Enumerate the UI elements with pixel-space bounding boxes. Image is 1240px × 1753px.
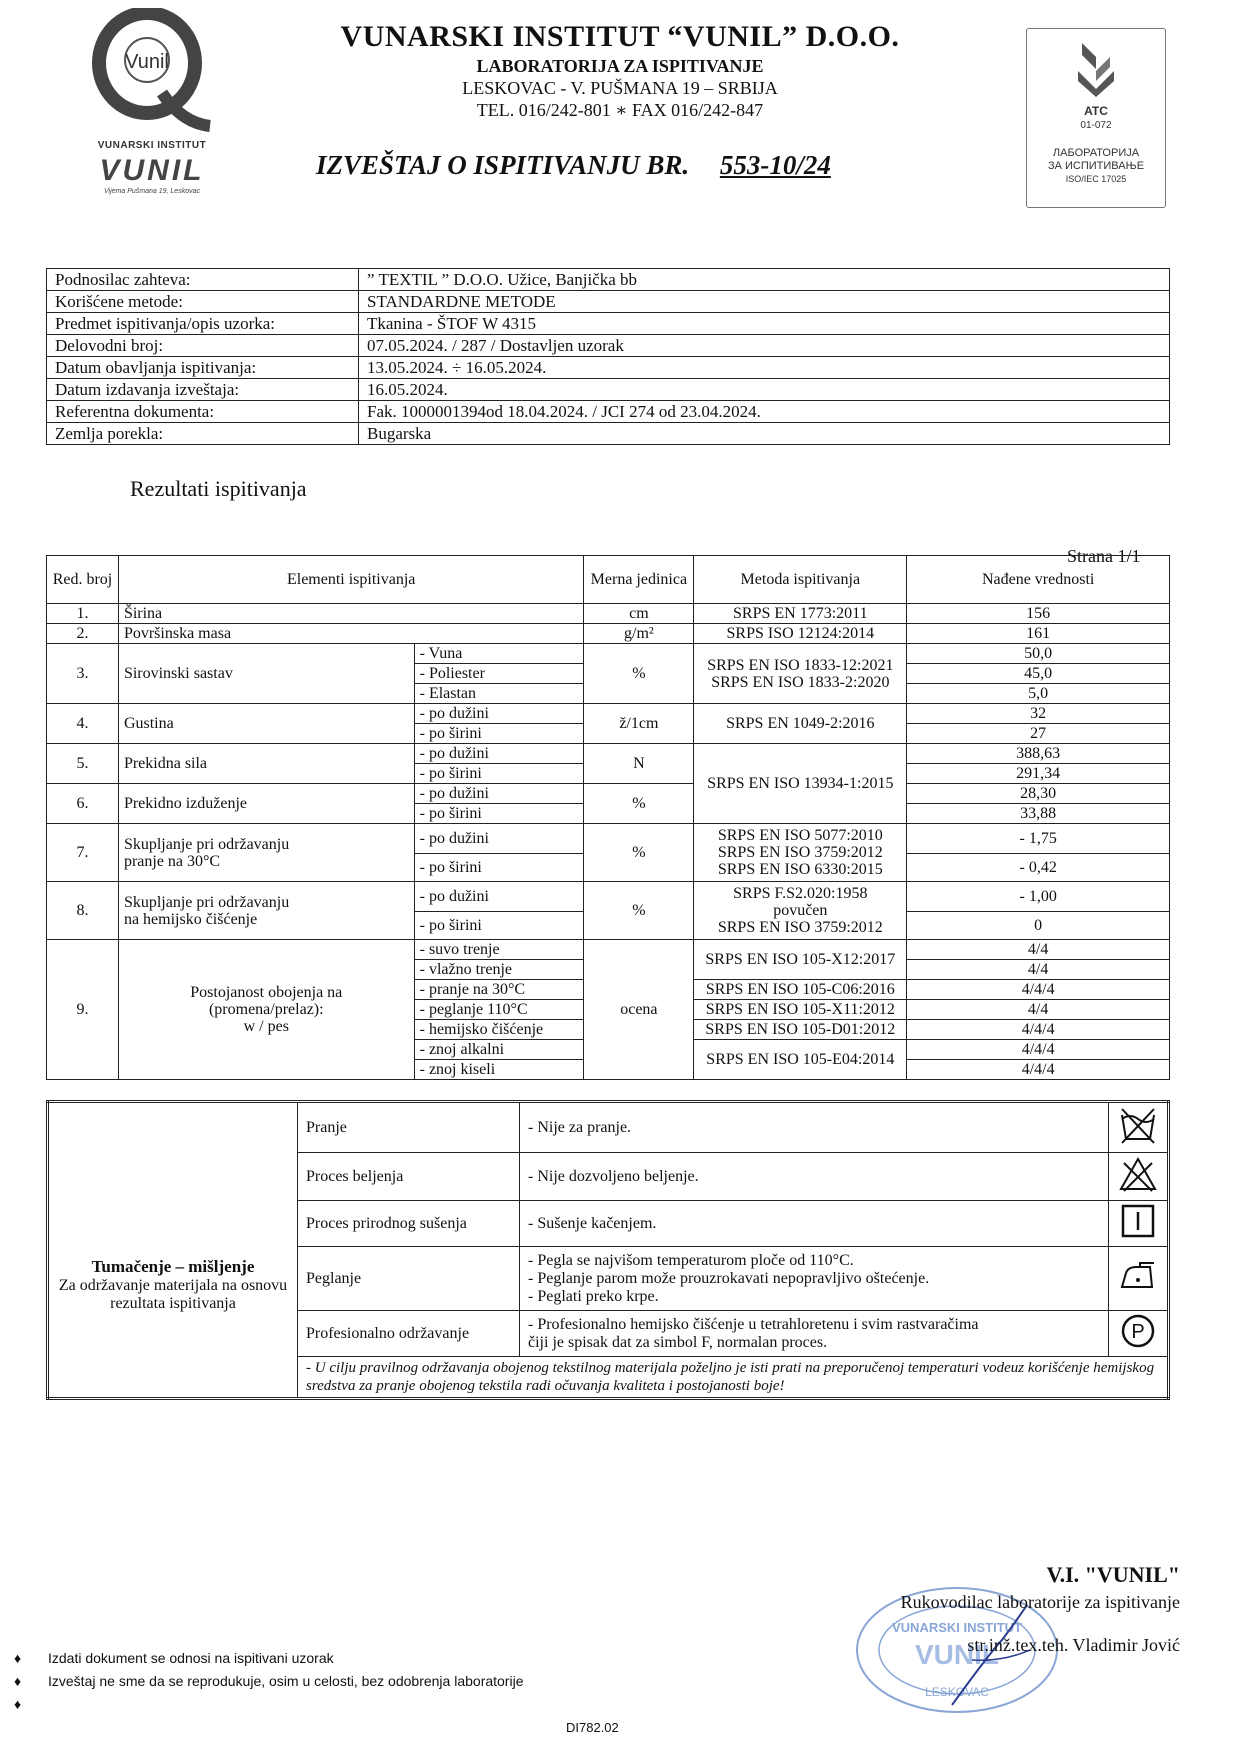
accreditation-lab [1027,147,1165,173]
row-sub: - po dužini [414,744,584,764]
care-label: Proces prirodnog sušenja [298,1201,520,1247]
info-label: Korišćene metode: [47,291,359,313]
svg-text:LESKOVAC: LESKOVAC [925,1685,989,1699]
row-method-line: SRPS EN ISO 6330:2015 [717,861,883,878]
info-label: Zemlja porekla: [47,423,359,445]
care-text-line: - Pegla se najvišom temperaturom ploče od 110°C. [528,1251,854,1269]
row-method-line: SRPS EN ISO 3759:2012 [717,919,883,936]
row-method [694,824,907,882]
info-value: STANDARDNE METODE [359,291,1170,313]
row-value: 4/4/4 [907,1020,1170,1040]
row-sub: - pranje na 30°C [414,980,584,1000]
report-info-table [46,268,1170,445]
table-row [47,604,1170,624]
footer-item-text: Izdati dokument se odnosi na ispitivani uzorak [48,1650,334,1666]
row-sub: - suvo trenje [414,940,584,960]
care-text-line: - Peglati preko krpe. [528,1287,659,1305]
row-method [694,644,907,704]
footer-notes [14,1650,523,1719]
interpretation-text: Za održavanje materijala na osnovu rezultata ispitivanja [58,1276,288,1312]
info-row [47,423,1170,445]
care-symbol [1109,1311,1169,1357]
info-label: Predmet ispitivanja/opis uzorka: [47,313,359,335]
logo-brand: VUNIL [99,154,205,187]
row-value: 5,0 [907,684,1170,704]
accreditation-code: ATC [1084,104,1108,118]
care-note: - U cilju pravilnog održavanja obojenog tekstilnog materijala poželjno je isti prati na preporučenoj temperaturi vodeuz korišćenje hemijskog sredstva za pranje obojenog tekstila radi očuvanja kvaliteta i postojanosti boje! [298,1357,1169,1399]
table-row [47,940,1170,960]
bullet-icon: ♦ [14,1696,22,1712]
svg-text:P: P [1131,1321,1145,1343]
report-number: 553-10/24 [719,150,831,180]
row-name [118,882,414,940]
row-value: 33,88 [907,804,1170,824]
institute-address: LESKOVAC - V. PUŠMANA 19 – SRBIJA [462,78,778,98]
signature-role: Rukovodilac laboratorije za ispitivanje [900,1592,1180,1612]
care-text-line: - Profesionalno hemijsko čišćenje u tetrahloretenu i svim rastvaračima [528,1315,979,1333]
row-name: Širina [118,604,583,624]
footer-item [14,1650,523,1673]
info-value: 16.05.2024. [359,379,1170,401]
row-sub: - po dužini [414,784,584,804]
row-method-line: SRPS EN ISO 1833-12:2021 [707,656,894,674]
info-row [47,379,1170,401]
info-value: Fak. 1000001394od 18.04.2024. / JCI 274 od 23.04.2024. [359,401,1170,423]
care-label: Profesionalno održavanje [298,1311,520,1357]
row-sub: - vlažno trenje [414,960,584,980]
row-unit: g/m² [584,624,694,644]
care-symbol [1109,1247,1169,1311]
row-no: 9. [47,940,119,1080]
row-unit: cm [584,604,694,624]
row-sub: - peglanje 110°C [414,1000,584,1020]
row-name-line: Postojanost obojenja na [190,984,343,1001]
dry-clean-p-icon [1120,1313,1156,1349]
iron-low-icon [1118,1259,1158,1293]
row-name-line: (promena/prelaz): [208,1001,324,1018]
info-label: Podnosilac zahteva: [47,269,359,291]
row-sub: - po širini [414,912,584,940]
page-indicator: Strana 1/1 [1067,546,1141,566]
info-row [47,335,1170,357]
table-row [47,644,1170,664]
table-row [47,784,1170,804]
row-value: 28,30 [907,784,1170,804]
info-row [47,269,1170,291]
care-symbol [1109,1201,1169,1247]
info-value: Tkanina - ŠTOF W 4315 [359,313,1170,335]
info-row [47,291,1170,313]
info-label: Referentna dokumenta: [47,401,359,423]
row-sub: - hemijsko čišćenje [414,1020,584,1040]
care-text: - Nije za pranje. [520,1102,1109,1153]
svg-text:VUNIL: VUNIL [915,1639,999,1670]
lab-subtitle: LABORATORIJA ZA ISPITIVANJE [476,56,764,76]
row-value: 4/4 [907,960,1170,980]
document-id: DI782.02 [566,1720,619,1735]
row-name: Gustina [118,704,414,744]
row-method-line: SRPS EN ISO 1833-2:2020 [711,673,890,691]
row-no: 1. [47,604,119,624]
row-sub: - po dužini [414,704,584,724]
row-sub: - Poliester [414,664,584,684]
row-name-line: Skupljanje pri održavanju [123,893,290,911]
row-no: 6. [47,784,119,824]
logo-address: Vijema Pušmana 19, Leskovac [104,188,200,195]
row-method: SRPS EN ISO 105-E04:2014 [694,1040,907,1080]
info-label: Datum obavljanja ispitivanja: [47,357,359,379]
row-method: SRPS EN ISO 105-C06:2016 [694,980,907,1000]
row-method: SRPS EN 1049-2:2016 [694,704,907,744]
care-text-line: - Peglanje parom može prouzrokavati nepopravljivo oštećenje. [528,1269,930,1287]
svg-text:VUNARSKI INSTITUT: VUNARSKI INSTITUT [892,1620,1022,1635]
row-unit: ocena [584,940,694,1080]
signature-name: str.inž.tex.teh. Vladimir Jović [967,1635,1180,1655]
care-text [520,1311,1109,1357]
row-sub: - znoj kiseli [414,1060,584,1080]
row-sub: - po širini [414,764,584,784]
info-value: 13.05.2024. ÷ 16.05.2024. [359,357,1170,379]
results-header-row [47,556,1170,604]
info-row [47,357,1170,379]
row-sub: - po dužini [414,882,584,912]
footer-item [14,1673,523,1696]
accreditation-lab-line2: ЗА ИСПИТИВАЊЕ [1047,160,1145,172]
info-value: Bugarska [359,423,1170,445]
row-name: Površinska masa [118,624,583,644]
institute-phone: TEL. 016/242-801 ∗ FAX 016/242-847 [476,100,764,120]
row-value: 4/4/4 [907,1040,1170,1060]
institute-logo [82,8,222,198]
accreditation-standard: ISO/IEC 17025 [1065,174,1127,184]
row-value: 4/4 [907,940,1170,960]
info-value: 07.05.2024. / 287 / Dostavljen uzorak [359,335,1170,357]
report-title [316,150,855,181]
row-value: 4/4/4 [907,1060,1170,1080]
row-sub: - po širini [414,854,584,882]
row-unit: ž/1cm [584,704,694,744]
row-method: SRPS EN ISO 105-X12:2017 [694,940,907,980]
row-value: - 0,42 [907,854,1170,882]
row-value: - 1,00 [907,882,1170,912]
row-sub: - Vuna [414,644,584,664]
row-value: 32 [907,704,1170,724]
bullet-icon: ♦ [14,1650,22,1666]
info-label: Delovodni broj: [47,335,359,357]
q-logo-icon [92,8,212,133]
table-row [47,882,1170,912]
row-value: 45,0 [907,664,1170,684]
row-method: SRPS EN ISO 105-X11:2012 [694,1000,907,1020]
accreditation-lab-line1: ЛАБОРАТОРИЈА [1052,147,1140,159]
row-unit: % [584,824,694,882]
care-text [520,1247,1109,1311]
row-name [118,940,414,1080]
row-value: 50,0 [907,644,1170,664]
table-row [47,744,1170,764]
row-name-line: Skupljanje pri održavanju [123,835,290,853]
row-no: 8. [47,882,119,940]
header-value: Nađene vrednosti [907,556,1170,604]
row-sub: - po širini [414,804,584,824]
table-row [47,704,1170,724]
row-method-line: povučen [773,902,828,919]
table-row [47,624,1170,644]
footer-item [14,1696,523,1719]
report-title-prefix: IZVEŠTAJ O ISPITIVANJU BR. [316,150,690,180]
row-value: 156 [907,604,1170,624]
row-value: 388,63 [907,744,1170,764]
row-name: Sirovinski sastav [118,644,414,704]
row-value: 291,34 [907,764,1170,784]
row-value: 4/4 [907,1000,1170,1020]
row-no: 2. [47,624,119,644]
results-table [46,555,1170,1080]
row-method: SRPS ISO 12124:2014 [694,624,907,644]
row-sub: - po dužini [414,824,584,854]
row-no: 4. [47,704,119,744]
table-row [47,824,1170,854]
row-name-line: pranje na 30°C [123,852,221,870]
logo-institute-line: VUNARSKI INSTITUT [97,140,207,151]
footer-item-text: Izveštaj ne sme da se reprodukuje, osim u celosti, bez odobrenja laboratorije [48,1673,524,1689]
info-row [47,313,1170,335]
accreditation-badge [1026,28,1166,208]
signature-block [870,1562,1180,1656]
header-unit: Merna jedinica [584,556,694,604]
line-dry-icon [1120,1203,1156,1239]
care-symbol [1109,1102,1169,1153]
interpretation-cell [48,1102,298,1399]
care-row [48,1102,1169,1153]
row-name: Prekidno izduženje [118,784,414,824]
care-text-line: čiji je spisak dat za simbol F, normalan proces. [528,1333,828,1351]
row-method: SRPS EN ISO 13934-1:2015 [694,744,907,824]
row-name-line: w / pes [243,1018,289,1035]
row-value: 4/4/4 [907,980,1170,1000]
row-unit: % [584,644,694,704]
row-method: SRPS EN ISO 105-D01:2012 [694,1020,907,1040]
row-method-line: SRPS F.S2.020:1958 [733,885,868,902]
row-value: 27 [907,724,1170,744]
row-method-line: SRPS EN ISO 5077:2010 [717,827,883,844]
info-label: Datum izdavanja izveštaja: [47,379,359,401]
row-sub: - znoj alkalni [414,1040,584,1060]
header-no: Red. broj [47,556,119,604]
care-label: Proces beljenja [298,1153,520,1201]
info-value: ” TEXTIL ” D.O.O. Užice, Banjička bb [359,269,1170,291]
accreditation-number: 01-072 [1080,120,1112,131]
row-name: Prekidna sila [118,744,414,784]
header [320,20,920,121]
row-value: - 1,75 [907,824,1170,854]
signature-org: V.I. "VUNIL" [1046,1562,1180,1587]
row-unit: % [584,784,694,824]
do-not-wash-icon [1118,1105,1158,1145]
row-value: 0 [907,912,1170,940]
care-interpretation-table [46,1100,1170,1400]
bullet-icon: ♦ [14,1673,22,1689]
row-name-line: na hemijsko čišćenje [123,910,258,928]
row-method [694,882,907,940]
row-unit: N [584,744,694,784]
care-label: Peglanje [298,1247,520,1311]
row-method: SRPS EN 1773:2011 [694,604,907,624]
institute-title: VUNARSKI INSTITUT “VUNIL” D.O.O. [340,20,900,53]
care-symbol [1109,1153,1169,1201]
results-heading: Rezultati ispitivanja [130,476,307,501]
row-no: 3. [47,644,119,704]
header-method: Metoda ispitivanja [694,556,907,604]
row-method-line: SRPS EN ISO 3759:2012 [717,844,883,861]
row-no: 5. [47,744,119,784]
row-no: 7. [47,824,119,882]
row-unit: % [584,882,694,940]
care-label: Pranje [298,1102,520,1153]
row-sub: - po širini [414,724,584,744]
interpretation-title: Tumačenje – mišljenje [91,1256,255,1276]
svg-text:Vunil: Vunil [125,51,169,73]
row-sub: - Elastan [414,684,584,704]
do-not-bleach-icon [1118,1155,1158,1193]
care-text: - Nije dozvoljeno beljenje. [520,1153,1109,1201]
info-row [47,401,1170,423]
row-value: 161 [907,624,1170,644]
header-element: Elementi ispitivanja [118,556,583,604]
care-text: - Sušenje kačenjem. [520,1201,1109,1247]
accreditation-chevron-icon [1074,41,1118,97]
row-name [118,824,414,882]
